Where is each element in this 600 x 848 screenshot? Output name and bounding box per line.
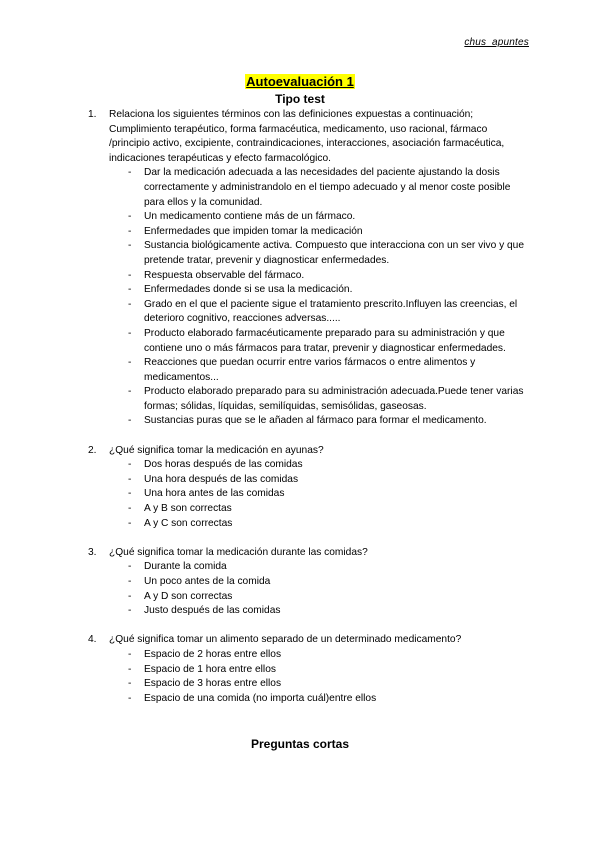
option-item (109, 210, 528, 225)
dash-bullet: - (128, 211, 132, 223)
option-item (109, 458, 528, 473)
option-text: A y C son correctas (144, 517, 233, 529)
option-text: Producto elaborado farmacéuticamente preparado para su administración y que contiene uno o más fármacos para tratar, prevenir y diagnosticar enfermedades. (144, 327, 506, 354)
dash-bullet: - (128, 284, 132, 296)
dash-bullet: - (128, 327, 132, 339)
question-item (88, 546, 528, 619)
option-list (109, 166, 528, 429)
dash-bullet: - (128, 240, 132, 252)
option-text: Una hora después de las comidas (144, 473, 299, 485)
title-container (0, 73, 600, 91)
page-subtitle: Tipo test (275, 92, 325, 106)
dash-bullet: - (128, 473, 132, 485)
option-item (109, 560, 528, 575)
author-watermark: chus_apuntes (464, 37, 529, 48)
question-item (88, 633, 528, 706)
dash-bullet: - (128, 648, 132, 660)
option-text: A y B son correctas (144, 503, 232, 515)
option-text: Sustancia biológicamente activa. Compuesto que interacciona con un ser vivo y que pretende tratar, prevenir y diagnosticar enfermedades. (144, 240, 524, 266)
question-text: ¿Qué significa tomar un alimento separado de un determinado medicamento? (109, 634, 462, 646)
option-item (109, 166, 528, 210)
option-text: Espacio de una comida (no importa cuál)entre ellos (144, 692, 377, 704)
dash-bullet: - (128, 503, 132, 515)
option-text: Una hora antes de las comidas (144, 488, 285, 500)
question-number: 1. (88, 109, 97, 120)
dash-bullet: - (128, 576, 132, 587)
option-text: Respuesta observable del fármaco. (144, 269, 305, 281)
option-item (109, 663, 528, 678)
option-text: Espacio de 2 horas entre ellos (144, 648, 282, 660)
option-text: Grado en el que el paciente sigue el tratamiento prescrito.Influyen las creencias, el deterioro cognitivo, reacciones adversas..... (144, 298, 518, 325)
option-text: Dos horas después de las comidas (144, 459, 303, 471)
option-item (109, 517, 528, 532)
question-number: 4. (88, 634, 97, 646)
option-item (109, 239, 528, 268)
option-text: Enfermedades donde si se usa la medicación. (144, 284, 353, 296)
option-text: Durante la comida (144, 561, 227, 573)
question-item (88, 108, 528, 429)
option-item (109, 385, 528, 414)
option-text: Espacio de 1 hora entre ellos (144, 663, 276, 675)
section-heading: Preguntas cortas (250, 737, 350, 751)
question-text: Relaciona los siguientes términos con las definiciones expuestas a continuación; Cumplimiento terapéutico, forma farmacéutica, medicamento, uso racional, fármaco /principio activo, excipiente, contraindicaciones, interacciones, asociación farmacéutica, indicaciones terapéuticas y efecto farmacológico. (109, 109, 505, 164)
option-item (109, 502, 528, 517)
option-item (109, 283, 528, 298)
dash-bullet: - (128, 678, 132, 690)
page-title: Autoevaluación 1 (246, 74, 354, 89)
option-item (109, 473, 528, 488)
dash-bullet: - (128, 663, 132, 675)
dash-bullet: - (128, 298, 132, 310)
dash-bullet: - (128, 561, 132, 573)
option-item (109, 604, 528, 619)
option-text: Un poco antes de la comida (144, 576, 271, 587)
option-text: Enfermedades que impiden tomar la medicación (144, 225, 363, 237)
option-list (109, 648, 528, 706)
option-text: Dar la medicación adecuada a las necesidades del paciente ajustando la dosis correctamente y administrandolo en el tiempo adecuado y al menor coste posible para ellos y la comunidad. (144, 167, 511, 208)
dash-bullet: - (128, 459, 132, 471)
option-item (109, 590, 528, 605)
option-item (109, 269, 528, 284)
option-text: Justo después de las comidas (144, 605, 281, 617)
option-text: Espacio de 3 horas entre ellos (144, 678, 282, 690)
option-item (109, 692, 528, 707)
dash-bullet: - (128, 225, 132, 237)
dash-bullet: - (128, 590, 132, 602)
option-item (109, 356, 528, 385)
option-item (109, 648, 528, 663)
question-text: ¿Qué significa tomar la medicación durante las comidas? (109, 546, 368, 558)
option-item (109, 298, 528, 327)
option-text: Producto elaborado preparado para su administración adecuada.Puede tener varias formas; sólidas, líquidas, semilíquidas, semisólidas, gaseosas. (144, 386, 524, 412)
dash-bullet: - (128, 357, 132, 369)
dash-bullet: - (128, 692, 132, 704)
option-item (109, 225, 528, 240)
option-item (109, 677, 528, 692)
dash-bullet: - (128, 488, 132, 500)
question-item (88, 444, 528, 532)
option-item (109, 575, 528, 590)
option-list (109, 458, 528, 531)
option-text: Reacciones que puedan ocurrir entre varios fármacos o entre alimentos y medicamentos... (144, 357, 476, 383)
dash-bullet: - (128, 415, 132, 427)
option-text: Un medicamento contiene más de un fármaco. (144, 211, 356, 223)
dash-bullet: - (128, 269, 132, 281)
questions-list (88, 108, 528, 721)
dash-bullet: - (128, 517, 132, 529)
option-item (109, 327, 528, 356)
option-text: Sustancias puras que se le añaden al fármaco para formar el medicamento. (144, 415, 487, 427)
question-text: ¿Qué significa tomar la medicación en ayunas? (109, 444, 324, 456)
option-item (109, 414, 528, 429)
question-number: 2. (88, 444, 97, 456)
question-number: 3. (88, 546, 97, 558)
option-item (109, 487, 528, 502)
dash-bullet: - (128, 386, 132, 398)
dash-bullet: - (128, 605, 132, 617)
dash-bullet: - (128, 167, 132, 179)
option-text: A y D son correctas (144, 590, 233, 602)
option-list (109, 560, 528, 618)
